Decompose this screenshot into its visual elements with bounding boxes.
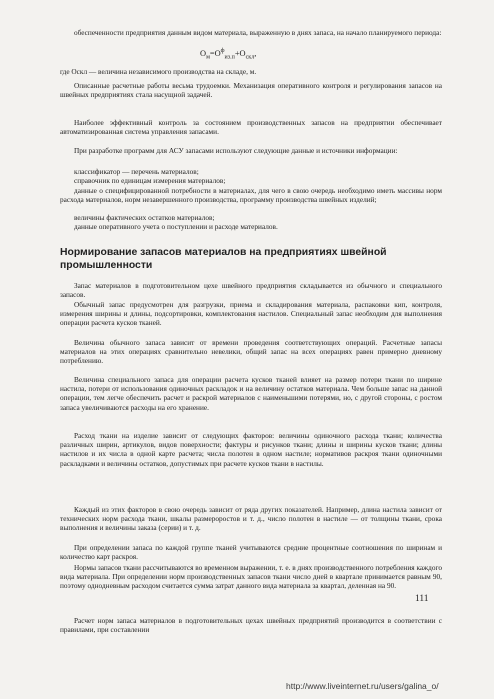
paragraph: Обычный запас предусмотрен для разгрузки, приема и складирования материала, распаковки кип, контроля, измерения ширины и длины, подсортировки, комплектования настилов. Специальный запас необходим для выполнения операции расчета кусков тканей. <box>60 300 442 328</box>
page-number: 111 <box>415 594 429 604</box>
list-item: справочник по единицам измерения материалов; <box>74 176 226 185</box>
formula: $O_м=O^ф_{из.п}+O_{скл}$, <box>200 48 257 61</box>
definition-line: где Oскл — величина независимого производства на складе, м. <box>60 67 257 76</box>
list-item: величины фактических остатков материалов; <box>74 213 215 222</box>
paragraph: Расчет норм запаса материалов в подготовительных цехах швейных предприятий производится в соответствии с правилами, при составлении <box>60 616 442 635</box>
paragraph: При определении запаса по каждой группе тканей учитываются средние процентные соотношения по ширинам и количество карт раскроя. <box>60 543 442 562</box>
paragraph: Нормы запасов ткани рассчитываются во временном выражении, т. е. в днях производственного потребления каждого вида материала. При определении норм производственных запасов ткани число дней в квартале принимается равным 90, поэтому однодневным расходом считается сумма затрат данного вида материала за квартал, деленная на 90. <box>60 563 442 591</box>
list-item: данные о специфицированной потребности в материалах, для чего в свою очередь необходимо иметь массивы норм расхода материалов, норм незавершенного производства, программу производства швейных изделий; <box>60 186 442 205</box>
list-item: данные оперативного учета о поступлении и расходе материалов. <box>74 222 278 231</box>
paragraph: Величина обычного запаса зависит от времени проведения соответствующих операций. Расчетные запасы материалов на этих операциях сравнительно невелики, общий запас на всех операциях равен примерно дневному потреблению. <box>60 338 442 366</box>
paragraph: Каждый из этих факторов в свою очередь зависит от ряда других показателей. Например, длина настила зависит от технических норм расхода ткани, шкалы размероростов и т. д., число полотен в настиле — от толщины ткани, срока выполнения и величины заказа (серии) и т. д. <box>60 505 442 533</box>
paragraph-mechanization: Описанные расчетные работы весьма трудоемки. Механизация оперативного контроля и регулирования запасов на швейных предприятиях стала насущной задачей. <box>60 81 442 100</box>
top-paragraph: обеспеченности предприятия данным видом материала, выраженную в днях запаса, на начало планируемого периода: <box>74 28 442 37</box>
paragraph: Запас материалов в подготовительном цехе швейного предприятия складывается из обычного и специального запасов. <box>60 281 442 300</box>
section-heading: Нормирование запасов материалов на предприятиях швейной промышленности <box>60 247 387 271</box>
paragraph: Величина специального запаса для операции расчета кусков тканей влияет на размер потери ткани по ширине настила, потери от использования одиночных раскладок и на величину остатков материала. Чем больше запас на данной операции, тем легче обеспечить расчет и раскрой материалов с наименьшими потерями, но, с другой стороны, с ростом запаса увеличиваются расходы на его хранение. <box>60 375 442 412</box>
paragraph: Расход ткани на изделие зависит от следующих факторов: величины одиночного расхода ткани; количества различных ширин, артикулов, видов поверхности; фактуры и рисунков ткани; длины и ширины кусков ткани; длины настилов и их числа в одной карте расчета; числа полотен в одном настиле; нормативов раскроя ткани одиночными раскладками и величины остатков, допустимых при расчете кусков ткани в настилы. <box>60 431 442 468</box>
paragraph-asu: Наиболее эффективный контроль за состоянием производственных запасов на предприятии обеспечивает автоматизированная система управления запасами. <box>60 118 442 137</box>
list-item: классификатор — перечень материалов; <box>74 167 199 176</box>
paragraph-sources: При разработке программ для АСУ запасами используют следующие данные и источники информации: <box>74 146 398 155</box>
footer-url[interactable]: http://www.liveinternet.ru/users/galina_o/ <box>286 681 439 691</box>
